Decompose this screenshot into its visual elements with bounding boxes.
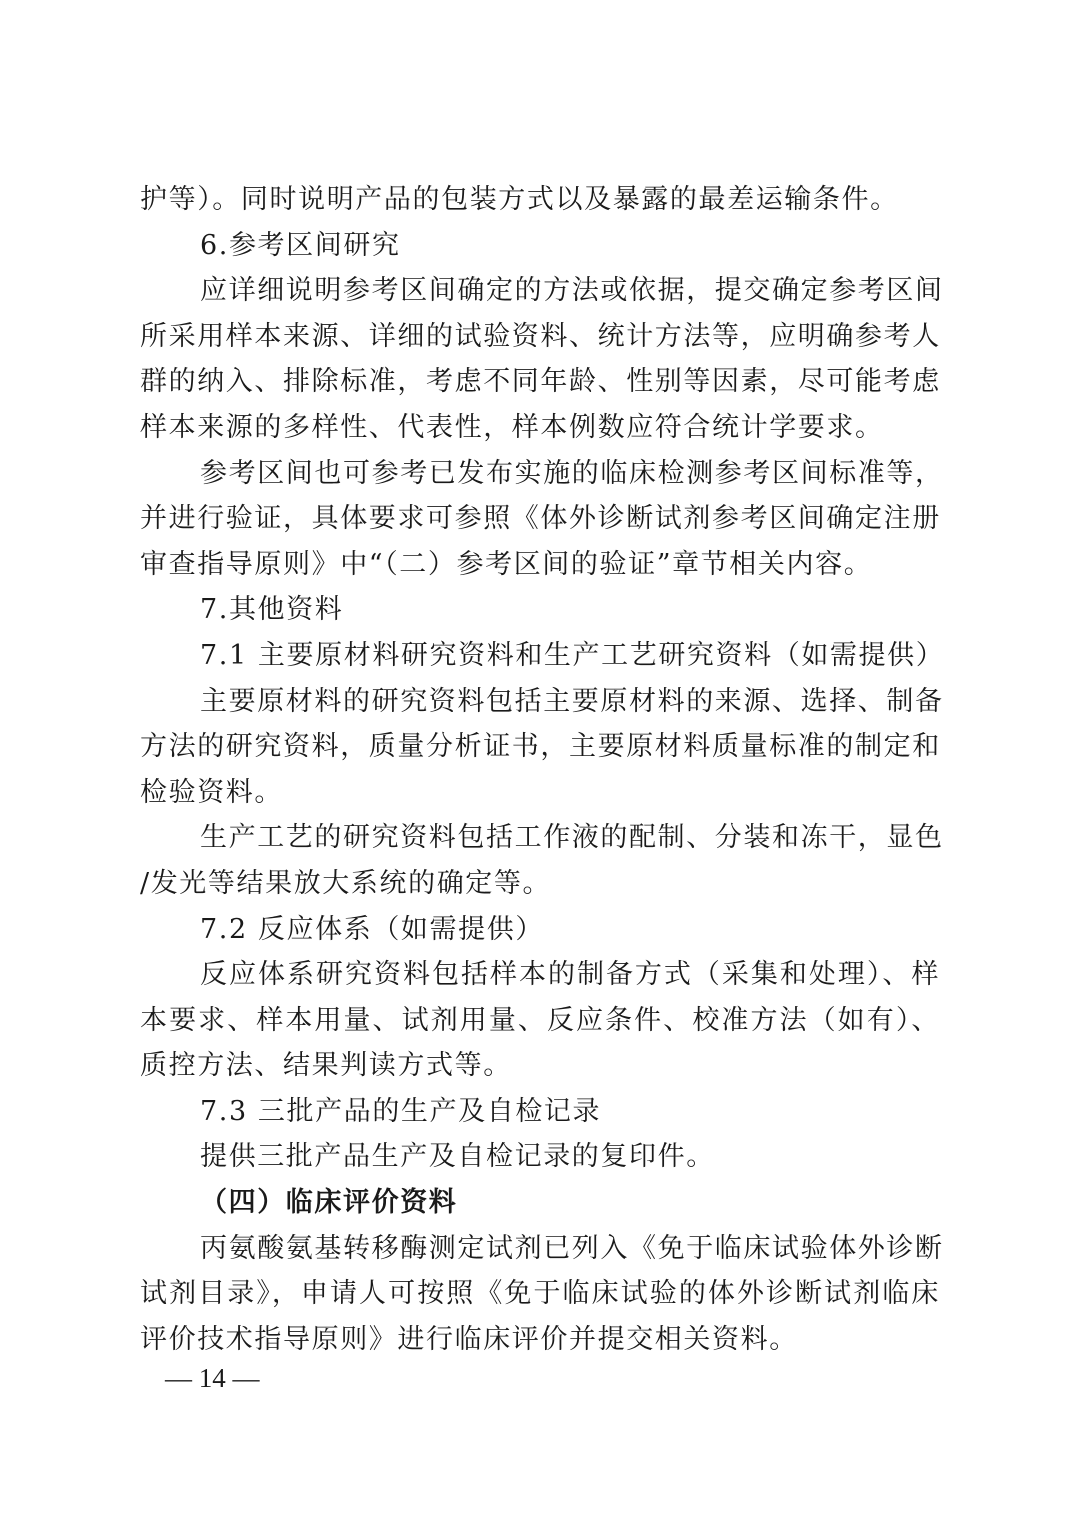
text-line: 试剂目录》，申请人可按照《免于临床试验的体外诊断试剂临床 xyxy=(140,1278,940,1310)
text-line: 并进行验证，具体要求可参照《体外诊断试剂参考区间确定注册 xyxy=(140,503,941,535)
section-heading: （四）临床评价资料 xyxy=(200,1187,458,1219)
text-line: 样本来源的多样性、代表性，样本例数应符合统计学要求。 xyxy=(140,411,884,443)
text-line: 参考区间也可参考已发布实施的临床检测参考区间标准等， xyxy=(200,457,944,489)
text-line: 7.其他资料 xyxy=(200,594,344,626)
text-line: 生产工艺的研究资料包括工作液的配制、分装和冻干，显色 xyxy=(200,822,944,854)
text-line: 6.参考区间研究 xyxy=(200,229,401,261)
text-line: 方法的研究资料，质量分析证书，主要原材料质量标准的制定和 xyxy=(140,731,941,763)
text-line: 提供三批产品生产及自检记录的复印件。 xyxy=(200,1141,715,1173)
text-line: 反应体系研究资料包括样本的制备方式（采集和处理）、样 xyxy=(200,959,940,991)
text-line: 本要求、样本用量、试剂用量、反应条件、校准方法（如有）、 xyxy=(140,1004,940,1036)
text-line: /发光等结果放大系统的确定等。 xyxy=(140,867,552,899)
text-line: 群的纳入、排除标准，考虑不同年龄、性别等因素，尽可能考虑 xyxy=(140,366,941,398)
text-line: 质控方法、结果判读方式等。 xyxy=(140,1050,512,1082)
body-text xyxy=(140,177,945,1362)
text-line: 主要原材料的研究资料包括主要原材料的来源、选择、制备 xyxy=(200,685,944,717)
text-line: 检验资料。 xyxy=(140,776,283,808)
text-line: 评价技术指导原则》进行临床评价并提交相关资料。 xyxy=(140,1323,798,1355)
text-line: 护等）。同时说明产品的包装方式以及暴露的最差运输条件。 xyxy=(140,184,899,215)
text-line: 7.2 反应体系（如需提供） xyxy=(200,913,544,945)
text-line: 7.3 三批产品的生产及自检记录 xyxy=(200,1095,602,1127)
text-line: 丙氨酸氨基转移酶测定试剂已列入《免于临床试验体外诊断 xyxy=(200,1232,944,1264)
text-line: 审查指导原则》中“（二）参考区间的验证”章节相关内容。 xyxy=(140,548,873,580)
text-line: 应详细说明参考区间确定的方法或依据，提交确定参考区间 xyxy=(200,275,944,307)
text-line: 所采用样本来源、详细的试验资料、统计方法等，应明确参考人 xyxy=(140,320,941,352)
page-number: — 14 — xyxy=(165,1363,260,1393)
text-line: 7.1 主要原材料研究资料和生产工艺研究资料（如需提供） xyxy=(200,639,945,671)
